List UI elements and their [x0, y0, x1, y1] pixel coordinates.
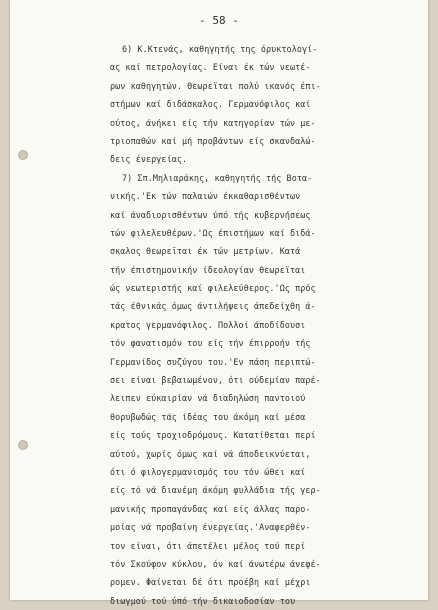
- text-line: αύτού, χωρίς όμως καί νά άποδεικνύεται,: [110, 448, 311, 459]
- text-line: ρομεν. Φαίνεται δέ ότι προέβη καί μέχρι: [110, 577, 311, 588]
- text-line: τον είναι, ότι άπετέλει μέλος τού περί: [110, 540, 306, 551]
- text-line: 6) Κ.Κτενάς, καθηγητής της όρυκτολογί-: [122, 44, 318, 54]
- text-line: ούτος, άνήκει είς τήν κατηγορίαν τών με-: [110, 117, 316, 128]
- document-page: [10, 0, 428, 606]
- text-line: τριοπαθών καί μή προβάντων είς σκανδαλώ-: [110, 135, 316, 146]
- text-line: κρατος γερμανόφιλος. Πολλοί άποδίδουσι: [110, 319, 306, 330]
- page-number: - 58 -: [199, 14, 239, 27]
- binding-hole: [18, 150, 28, 160]
- text-line: σει είναι βεβαιωμένον, ότι ούδεμίαν παρέ-: [110, 375, 321, 386]
- text-line: τάς έθνικάς όμως άντιλήψεις άπεδείχθη ά-: [110, 301, 316, 312]
- text-line: ώς νεωτεριστής καί φιλελεύθερος.'Ως πρός: [110, 283, 316, 294]
- text-line: είς τούς τροχιοδρόμους. Κατατίθεται περί: [110, 430, 316, 441]
- text-line: ότι ό φιλογερμανισμός του τόν ώθει καί: [110, 466, 306, 477]
- text-line: νικής.'Εκ τών παλαιών έκκαθαρισθέντων: [110, 191, 301, 202]
- text-line: τόν φανατισμόν του είς τήν έπιρροήν τής: [110, 338, 311, 349]
- text-line: σκαλος θεωρεϊται έκ τών μετρίων. Κατά: [110, 246, 301, 257]
- text-line: ρων καθηγητών. Θεωρεϊται πολύ ικανός έπι-: [110, 80, 321, 91]
- text-line: λειπεν εύκαιρίαν νά διαδηλώση παντοιού: [110, 393, 306, 404]
- text-line: δεις ένεργείας.: [110, 154, 188, 165]
- typed-text-block: [110, 40, 410, 610]
- text-line: μανικής προπαγάνδας καί είς άλλας παρο-: [110, 503, 311, 514]
- text-line: τόν Σκούφον κύκλου, όν καί άνωτέρω άνεφέ-: [110, 558, 321, 569]
- text-line: Γερμανίδος συζύγου του.'Εν πάση περιπτώ-: [110, 356, 316, 367]
- text-line: διωγμού τού ύπό τήν δικαιοδοσίαν του: [110, 595, 296, 606]
- text-line: καί άναδιορισθέντων ύπό τής κυβερνήσεως: [110, 209, 311, 220]
- text-line: στήμων καί διδάσκαλος. Γερμανόφιλος καί: [110, 99, 311, 110]
- text-line: είς τό νά διανέμη άκόμη φυλλάδια τής γερ-: [110, 485, 321, 496]
- text-line: τών φιλελευθέρων.'Ως έπιστήμων καί διδά-: [110, 227, 316, 238]
- text-line: τήν έπιστημονικήν ίδεολογίαν θεωρεϊται: [110, 264, 306, 275]
- text-line: μοίας νά προβαίνη ένεργείας.'Αναφερθέν-: [110, 522, 311, 533]
- text-line: ας καί πετρολογίας. Είναι έκ τών νεωτέ-: [110, 62, 311, 73]
- text-line: 7) Σπ.Μηλιαράκης, καθηγητής τής Βοτα-: [122, 172, 313, 183]
- text-line: θορυβωδώς τάς ίδέας του άκόμη καί μέσα: [110, 411, 306, 422]
- binding-hole: [18, 440, 28, 450]
